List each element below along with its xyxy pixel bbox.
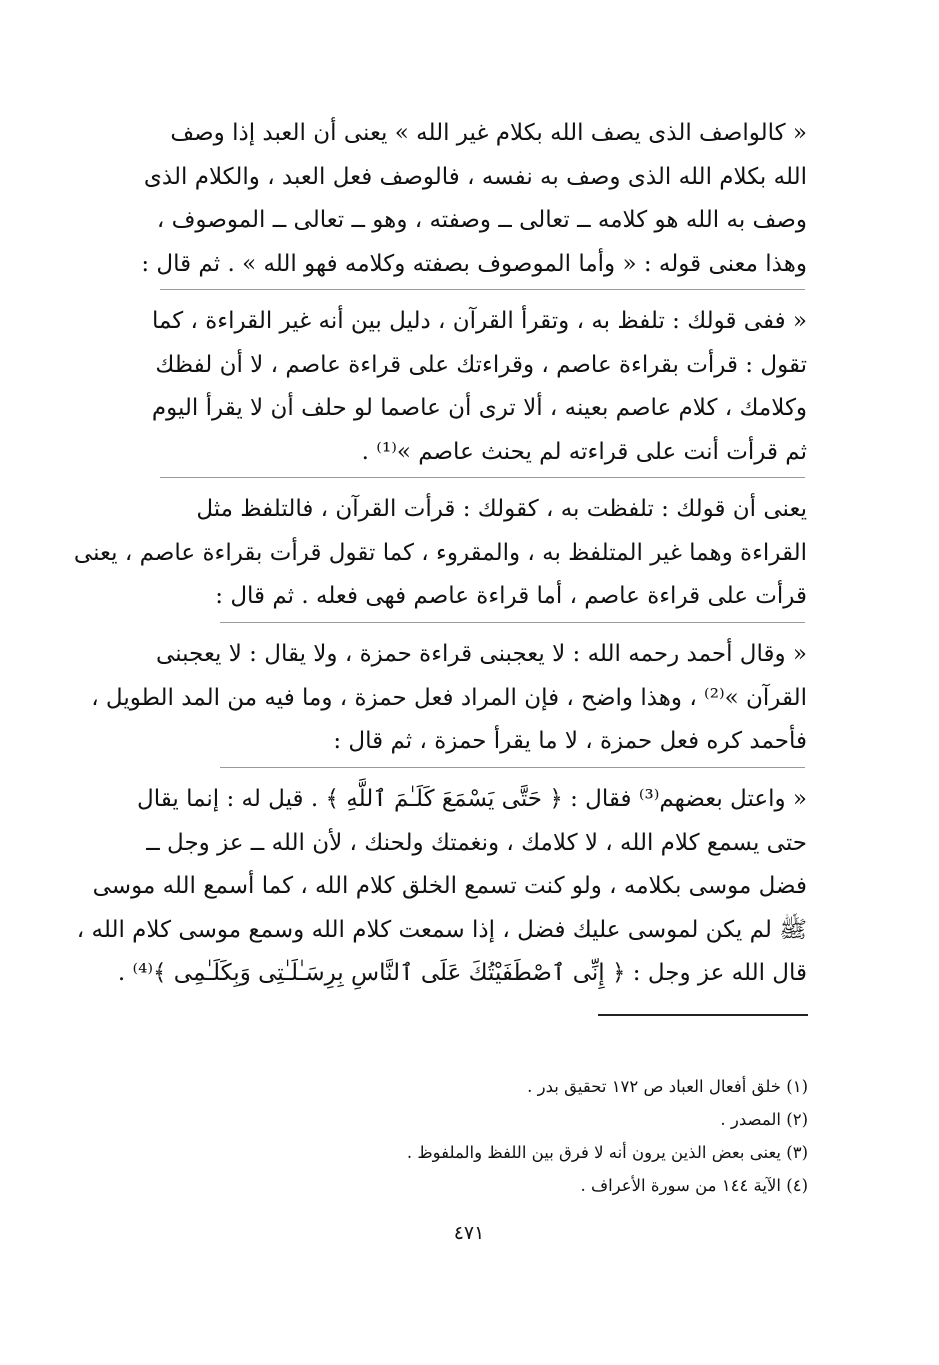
paragraph-3 (73, 488, 807, 619)
paragraph-divider (160, 289, 805, 290)
paragraph-1 (137, 112, 807, 286)
footnote: (٣) يعنى بعض الذين يرون أنه لا فرق بين اللفظ والملفوظ . (406, 1143, 808, 1162)
paragraph-2 (137, 300, 807, 474)
text-line: قال الله عز وجل : ﴿ إِنِّى ٱصْطَفَيْتُكَ عَلَى ٱلنَّاسِ بِرِسَـٰلَـٰتِى وَبِكَلَـٰمِى ﴾⁽⁴⁾ . (117, 960, 807, 986)
text-line: « واعتل بعضهم⁽³⁾ فقال : ﴿ حَتَّى يَسْمَعَ كَلَـٰمَ ٱللَّهِ ﴾ . قيل له : إنما يقال (137, 786, 807, 812)
paragraph-4 (91, 633, 807, 764)
text-line: ﷺ لم يكن لموسى عليك فضل ، إذا سمعت كلام الله وسمع موسى كلام الله ، (76, 916, 807, 943)
text-line: فضل موسى بكلامه ، ولو كنت تسمع الخلق كلام الله ، كما أسمع الله موسى (92, 873, 807, 899)
text-line: وهذا معنى قوله : « وأما الموصوف بصفته وكلامه فهو الله » . ثم قال : (141, 250, 807, 277)
paragraph-divider (220, 622, 805, 623)
paragraph-divider (160, 477, 805, 478)
text-line: تقول : قرأت بقراءة عاصم ، وقراءتك على قراءة عاصم ، لا أن لفظك (155, 351, 807, 378)
text-line: « وقال أحمد رحمه الله : لا يعجبنى قراءة حمزة ، ولا يقال : لا يعجبنى (156, 641, 807, 667)
text-line: القرآن »⁽²⁾ ، وهذا واضح ، فإن المراد فعل حمزة ، وما فيه من المد الطويل ، (91, 684, 807, 711)
footnote: (١) خلق أفعال العباد ص ١٧٢ تحقيق بدر . (527, 1077, 808, 1096)
paragraph-5 (76, 778, 807, 996)
footnote-separator (598, 1014, 808, 1016)
text-line: « كالواصف الذى يصف الله بكلام غير الله » يعنى أن العبد إذا وصف (170, 120, 807, 146)
text-line: وصف به الله هو كلامه ــ تعالى ــ وصفته ، وهو ــ تعالى ــ الموصوف ، (156, 207, 807, 233)
text-line: « ففى قولك : تلفظ به ، وتقرأ القرآن ، دليل بين أنه غير القراءة ، كما (151, 308, 807, 334)
text-line: ثم قرأت أنت على قراءته لم يحنث عاصم »⁽¹⁾ . (361, 438, 807, 465)
text-line: وكلامك ، كلام عاصم بعينه ، ألا ترى أن عاصما لو حلف أن لا يقرأ اليوم (151, 395, 807, 421)
footnote: (٢) المصدر . (720, 1110, 808, 1129)
footnotes (300, 1070, 808, 1202)
paragraph-divider (220, 767, 805, 768)
text-line: قرأت على قراءة عاصم ، أما قراءة عاصم فهى فعله . ثم قال : (215, 583, 807, 609)
text-line: فأحمد كره فعل حمزة ، لا ما يقرأ حمزة ، ثم قال : (333, 728, 807, 754)
text-line: الله بكلام الله الذى وصف به نفسه ، فالوصف فعل العبد ، والكلام الذى (143, 163, 807, 190)
text-line: يعنى أن قولك : تلفظت به ، كقولك : قرأت القرآن ، فالتلفظ مثل (196, 496, 807, 522)
footnote: (٤) الآية ١٤٤ من سورة الأعراف . (580, 1176, 808, 1195)
text-line: حتى يسمع كلام الله ، لا كلامك ، ونغمتك ولحنك ، لأن الله ــ عز وجل ــ (146, 829, 807, 856)
text-line: القراءة وهما غير المتلفظ به ، والمقروء ، كما تقول قرأت بقراءة عاصم ، يعنى (73, 539, 807, 566)
page-number: ٤٧١ (453, 1222, 485, 1244)
